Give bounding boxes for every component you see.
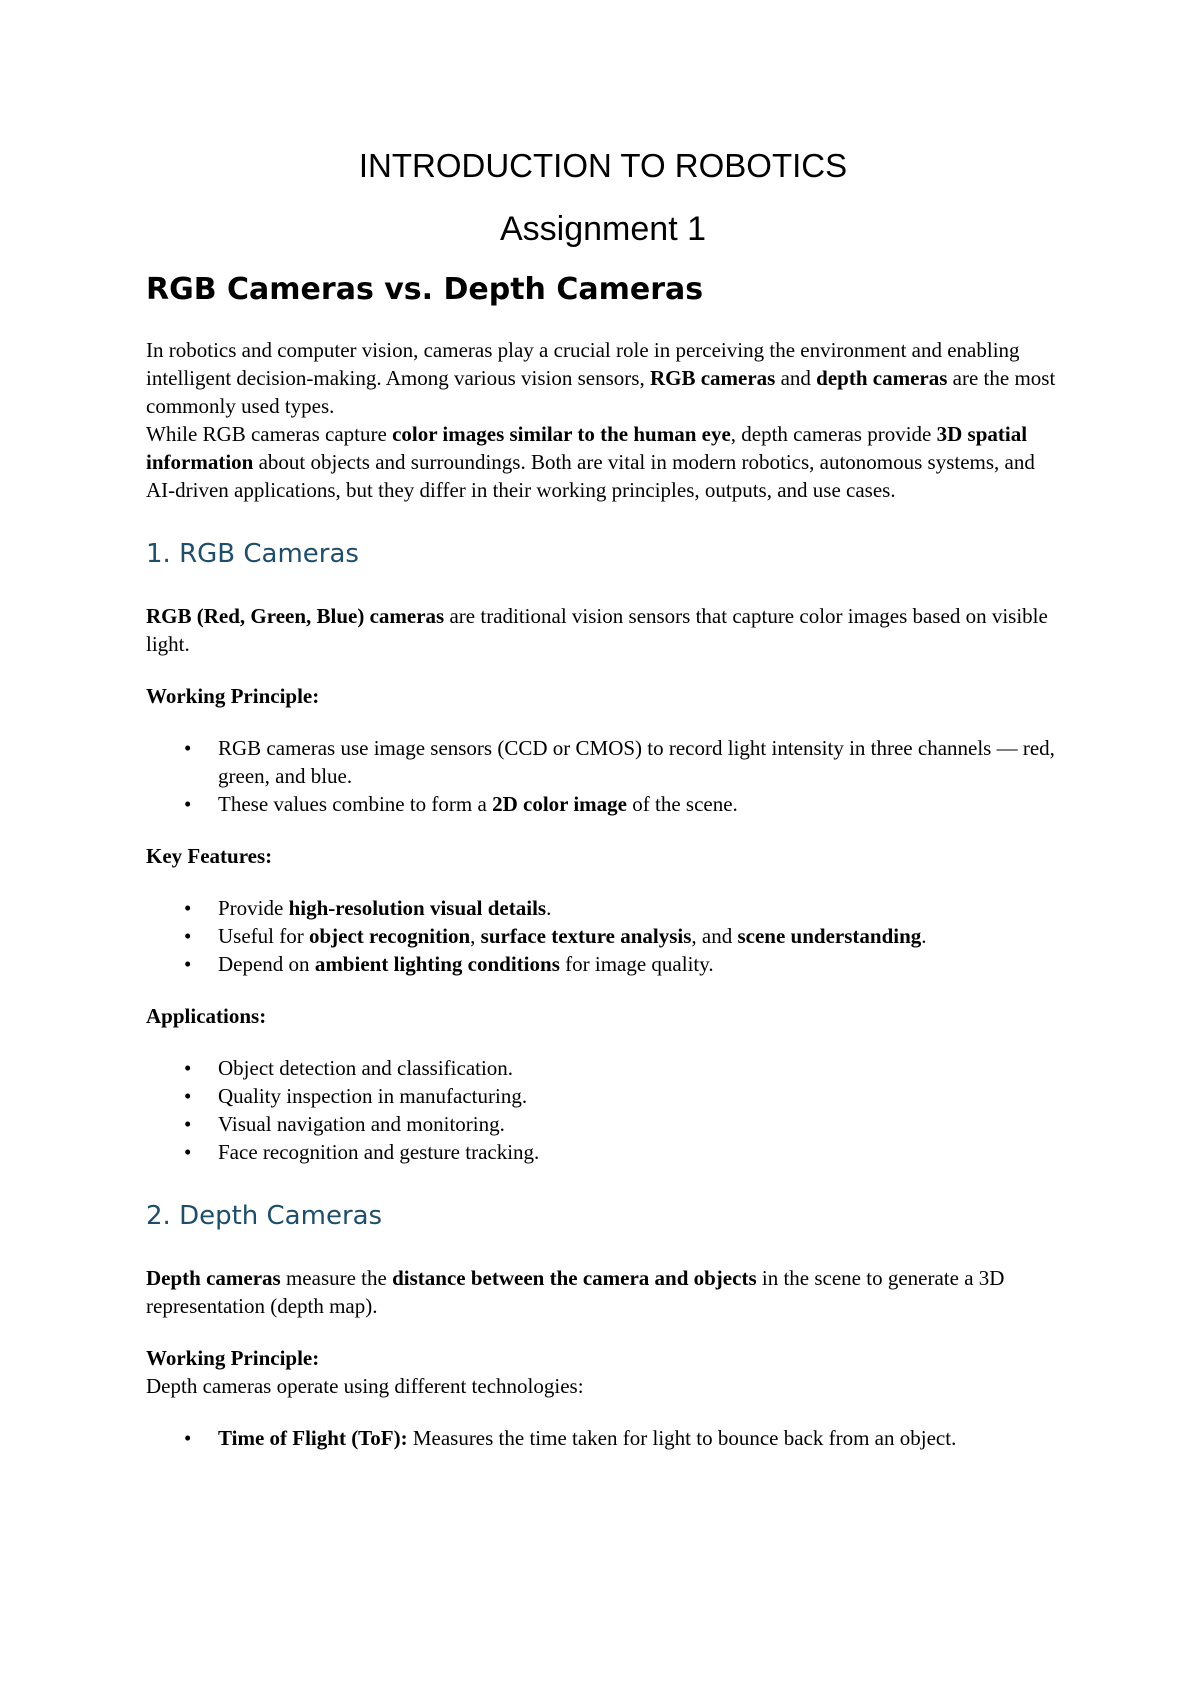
rgb-working-list [146,734,1060,818]
list-item-text: for image quality. [559,952,714,976]
depth-intro-text: in the scene to generate a 3D representation (depth map). [146,1266,1005,1318]
bullet-icon: • [184,952,192,976]
list-item-text: Depend on [218,952,315,976]
rgb-working-label: Working Principle: [146,684,320,708]
rgb-features-label: Key Features: [146,844,273,868]
list-item-text: Useful for [218,924,309,948]
document-subtitle: Assignment 1 [500,210,706,248]
list-item [184,1138,1060,1166]
intro-bold-rgb: RGB cameras [649,366,776,390]
intro-text: about objects and surroundings. Both are vital in modern robotics, autonomous systems, and AI-driven applications, but they differ in their working principles, outputs, and use cases. [146,450,1035,502]
depth-intro-text: measure the [280,1266,393,1290]
bullet-icon: • [184,924,192,948]
list-item-bold: surface texture analysis [480,924,692,948]
rgb-apps-list [146,1054,1060,1166]
rgb-features-list [146,894,1060,978]
list-item-text: Visual navigation and monitoring. [218,1112,505,1136]
depth-intro-bold: Depth cameras [146,1266,281,1290]
list-item [184,734,1060,790]
depth-working-label: Working Principle: [146,1346,320,1370]
list-item-bold: 2D color image [492,792,627,816]
bullet-icon: • [184,792,192,816]
list-item-text: Quality inspection in manufacturing. [218,1084,528,1108]
list-item [184,1082,1060,1110]
bullet-icon: • [184,1084,192,1108]
intro-text: and [775,366,817,390]
list-item-bold: high-resolution visual details [288,896,547,920]
list-item-text: , [470,924,481,948]
section-heading-rgb: 1. RGB Cameras [146,539,359,569]
intro-paragraph-1 [146,336,1060,420]
list-item [184,1110,1060,1138]
main-heading: RGB Cameras vs. Depth Cameras [146,272,704,307]
depth-tech-list [146,1424,1060,1452]
list-item [184,922,1060,950]
rgb-intro-text: are traditional vision sensors that capture color images based on visible light. [146,604,1048,656]
intro-paragraph-2 [146,420,1060,504]
bullet-icon: • [184,1140,192,1164]
list-item-bold: scene understanding [737,924,922,948]
list-item-bold: ambient lighting conditions [314,952,560,976]
list-item [184,894,1060,922]
document-title: INTRODUCTION TO ROBOTICS [358,147,848,184]
section-heading-depth: 2. Depth Cameras [146,1201,383,1231]
bullet-icon: • [184,896,192,920]
list-item [184,1424,1060,1452]
list-item-bold: Time of Flight (ToF): [218,1426,408,1450]
intro-text: In robotics and computer vision, cameras play a crucial role in perceiving the environment and enabling intelligent decision-making. Among various vision sensors, [146,338,1020,390]
list-item-text: . [546,896,552,920]
bullet-icon: • [184,736,192,760]
rgb-intro-bold: RGB (Red, Green, Blue) cameras [146,604,445,628]
bullet-icon: • [184,1426,192,1450]
list-item-text: RGB cameras use image sensors (CCD or CMOS) to record light intensity in three channels — red, green, and blue. [218,736,1055,788]
intro-text: , depth cameras provide [730,422,937,446]
list-item-text: Face recognition and gesture tracking. [218,1140,540,1164]
list-item-text: . [921,924,927,948]
bullet-icon: • [184,1056,192,1080]
list-item-text: of the scene. [627,792,738,816]
list-item-text: , and [691,924,738,948]
list-item [184,790,1060,818]
depth-intro [146,1264,1060,1320]
depth-intro-bold: distance between the camera and objects [392,1266,757,1290]
rgb-intro [146,602,1060,658]
list-item-bold: object recognition [308,924,471,948]
list-item [184,1054,1060,1082]
intro-bold: color images similar to the human eye [392,422,731,446]
intro-bold: 3D spatial information [146,422,1028,474]
intro-bold-depth: depth cameras [816,366,948,390]
list-item [184,950,1060,978]
list-item-text: Provide [218,896,289,920]
rgb-apps-label: Applications: [146,1004,267,1028]
depth-working-text: Depth cameras operate using different technologies: [146,1374,584,1398]
intro-text: While RGB cameras capture [146,422,393,446]
list-item-text: These values combine to form a [218,792,493,816]
intro-text: are the most commonly used types. [146,366,1056,418]
bullet-icon: • [184,1112,192,1136]
list-item-text: Object detection and classification. [218,1056,514,1080]
list-item-text: Measures the time taken for light to bounce back from an object. [407,1426,957,1450]
